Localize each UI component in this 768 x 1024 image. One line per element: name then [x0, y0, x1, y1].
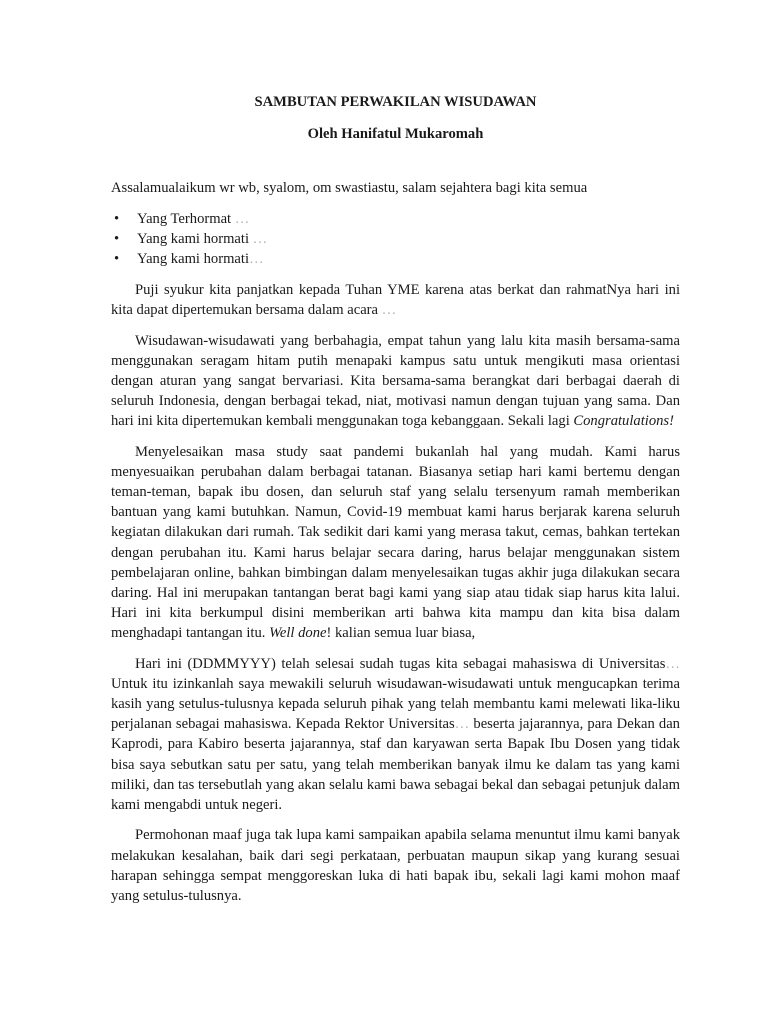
paragraph-pandemic	[111, 442, 680, 644]
list-item	[111, 229, 680, 249]
paragraph-text-tail: ! kalian semua luar biasa,	[326, 625, 476, 642]
document-author: Oleh Hanifatul Mukaromah	[307, 126, 484, 143]
paragraph-memories	[111, 331, 680, 432]
paragraph-text: Wisudawan-wisudawati yang berbahagia, empat tahun yang lalu kita masih bersama-sama menggunakan seragam hitam putih menapaki kampus satu untuk mengikuti masa orientasi dengan aturan yang sangat bervariasi. Kita bersama-sama berangkat dari berbagai daerah di seluruh Indonesia, dengan berbagai tekad, niat, motivasi namun dengan tujuan yang sama. Dan hari ini kita dipertemukan kembali menggunakan toga kebanggaan. Sekali lagi	[111, 332, 680, 430]
list-item-text: Yang kami hormati	[137, 230, 253, 247]
paragraph-text: Puji syukur kita panjatkan kepada Tuhan YME karena atas berkat dan rahmatNya hari ini kita dapat dipertemukan bersama dalam acara	[111, 282, 680, 319]
greeting-text: Assalamualaikum wr wb, syalom, om swastiastu, salam sejahtera bagi kita semua	[111, 180, 588, 197]
paragraph-apology	[111, 825, 680, 906]
document-page	[111, 92, 680, 906]
list-item	[111, 209, 680, 229]
ellipsis-mark: …	[381, 302, 397, 319]
bullet-icon: •	[114, 230, 120, 247]
paragraph-text: Untuk itu izinkanlah saya mewakili seluruh wisudawan-wisudawati untuk mengucapkan terima kasih yang setulus-tulusnya kepada seluruh pihak yang telah membantu kami melewati lika-liku perjalanan sebagai mahasiswa. Kepada Rektor Universitas	[111, 675, 680, 733]
paragraph-text: Hari ini (DDMMYYY) telah selesai sudah tugas kita sebagai mahasiswa di Universitas	[135, 655, 666, 672]
paragraph-italic-text: Well done	[269, 625, 327, 642]
paragraph-text: Permohonan maaf juga tak lupa kami sampaikan apabila selama menuntut ilmu kami banyak melakukan kesalahan, baik dari segi perkataan, perbuatan maupun sikap yang kurang sesuai harapan sehingga sempat menggoreskan luka di hati bapak ibu, sekali lagi kami mohon maaf yang setulus-tulusnya.	[111, 827, 680, 904]
paragraph-opening	[111, 280, 680, 320]
salutation-list	[111, 209, 680, 270]
list-item-text: Yang Terhormat	[137, 210, 235, 227]
paragraph-text: beserta jajarannya, para Dekan dan Kaprodi, para Kabiro beserta jajarannya, staf dan karyawan serta Bapak Ibu Dosen yang tidak bisa saya sebutkan satu per satu, yang telah memberikan banyak ilmu ke dalam tas yang kami miliki, dan tas tersebutlah yang akan selalu kami bawa sebagai bekal dan sebagai petunjuk dalam kami mengabdi untuk negeri.	[111, 716, 680, 814]
ellipsis-mark: …	[454, 716, 470, 733]
document-title: SAMBUTAN PERWAKILAN WISUDAWAN	[254, 94, 537, 110]
ellipsis-mark: …	[252, 230, 268, 247]
list-item	[111, 249, 680, 269]
paragraph-gratitude	[111, 654, 680, 816]
bullet-icon: •	[114, 210, 120, 227]
bullet-icon: •	[114, 251, 120, 268]
ellipsis-mark: …	[665, 655, 680, 672]
ellipsis-mark: …	[249, 251, 264, 268]
paragraph-text: Menyelesaikan masa study saat pandemi bukanlah hal yang mudah. Kami harus menyesuaikan perubahan dalam berbagai tatanan. Biasanya setiap hari kami bertemu dengan teman-teman, bapak ibu dosen, dan seluruh staf yang selalu tersenyum ramah memberikan bantuan yang kami butuhkan. Namun, Covid-19 membuat kami harus berjarak karena seluruh kegiatan dilakukan dari rumah. Tak sedikit dari kami yang merasa takut, cemas, bahkan tertekan dengan perubahan itu. Kami harus belajar secara daring, harus belajar menggunakan sistem pembelajaran online, bahkan bimbingan dalam menyelesaikan tugas akhir juga dilakukan secara daring. Hal ini merupakan tantangan berat bagi kami yang siap atau tidak siap harus kita lalui. Hari ini kita berkumpul disini memberikan arti bahwa kita mampu dan kita bisa dalam menghadapi tantangan itu.	[111, 443, 680, 642]
ellipsis-mark: …	[234, 210, 250, 227]
paragraph-italic-text: Congratulations!	[573, 413, 674, 430]
list-item-text: Yang kami hormati	[137, 251, 250, 268]
